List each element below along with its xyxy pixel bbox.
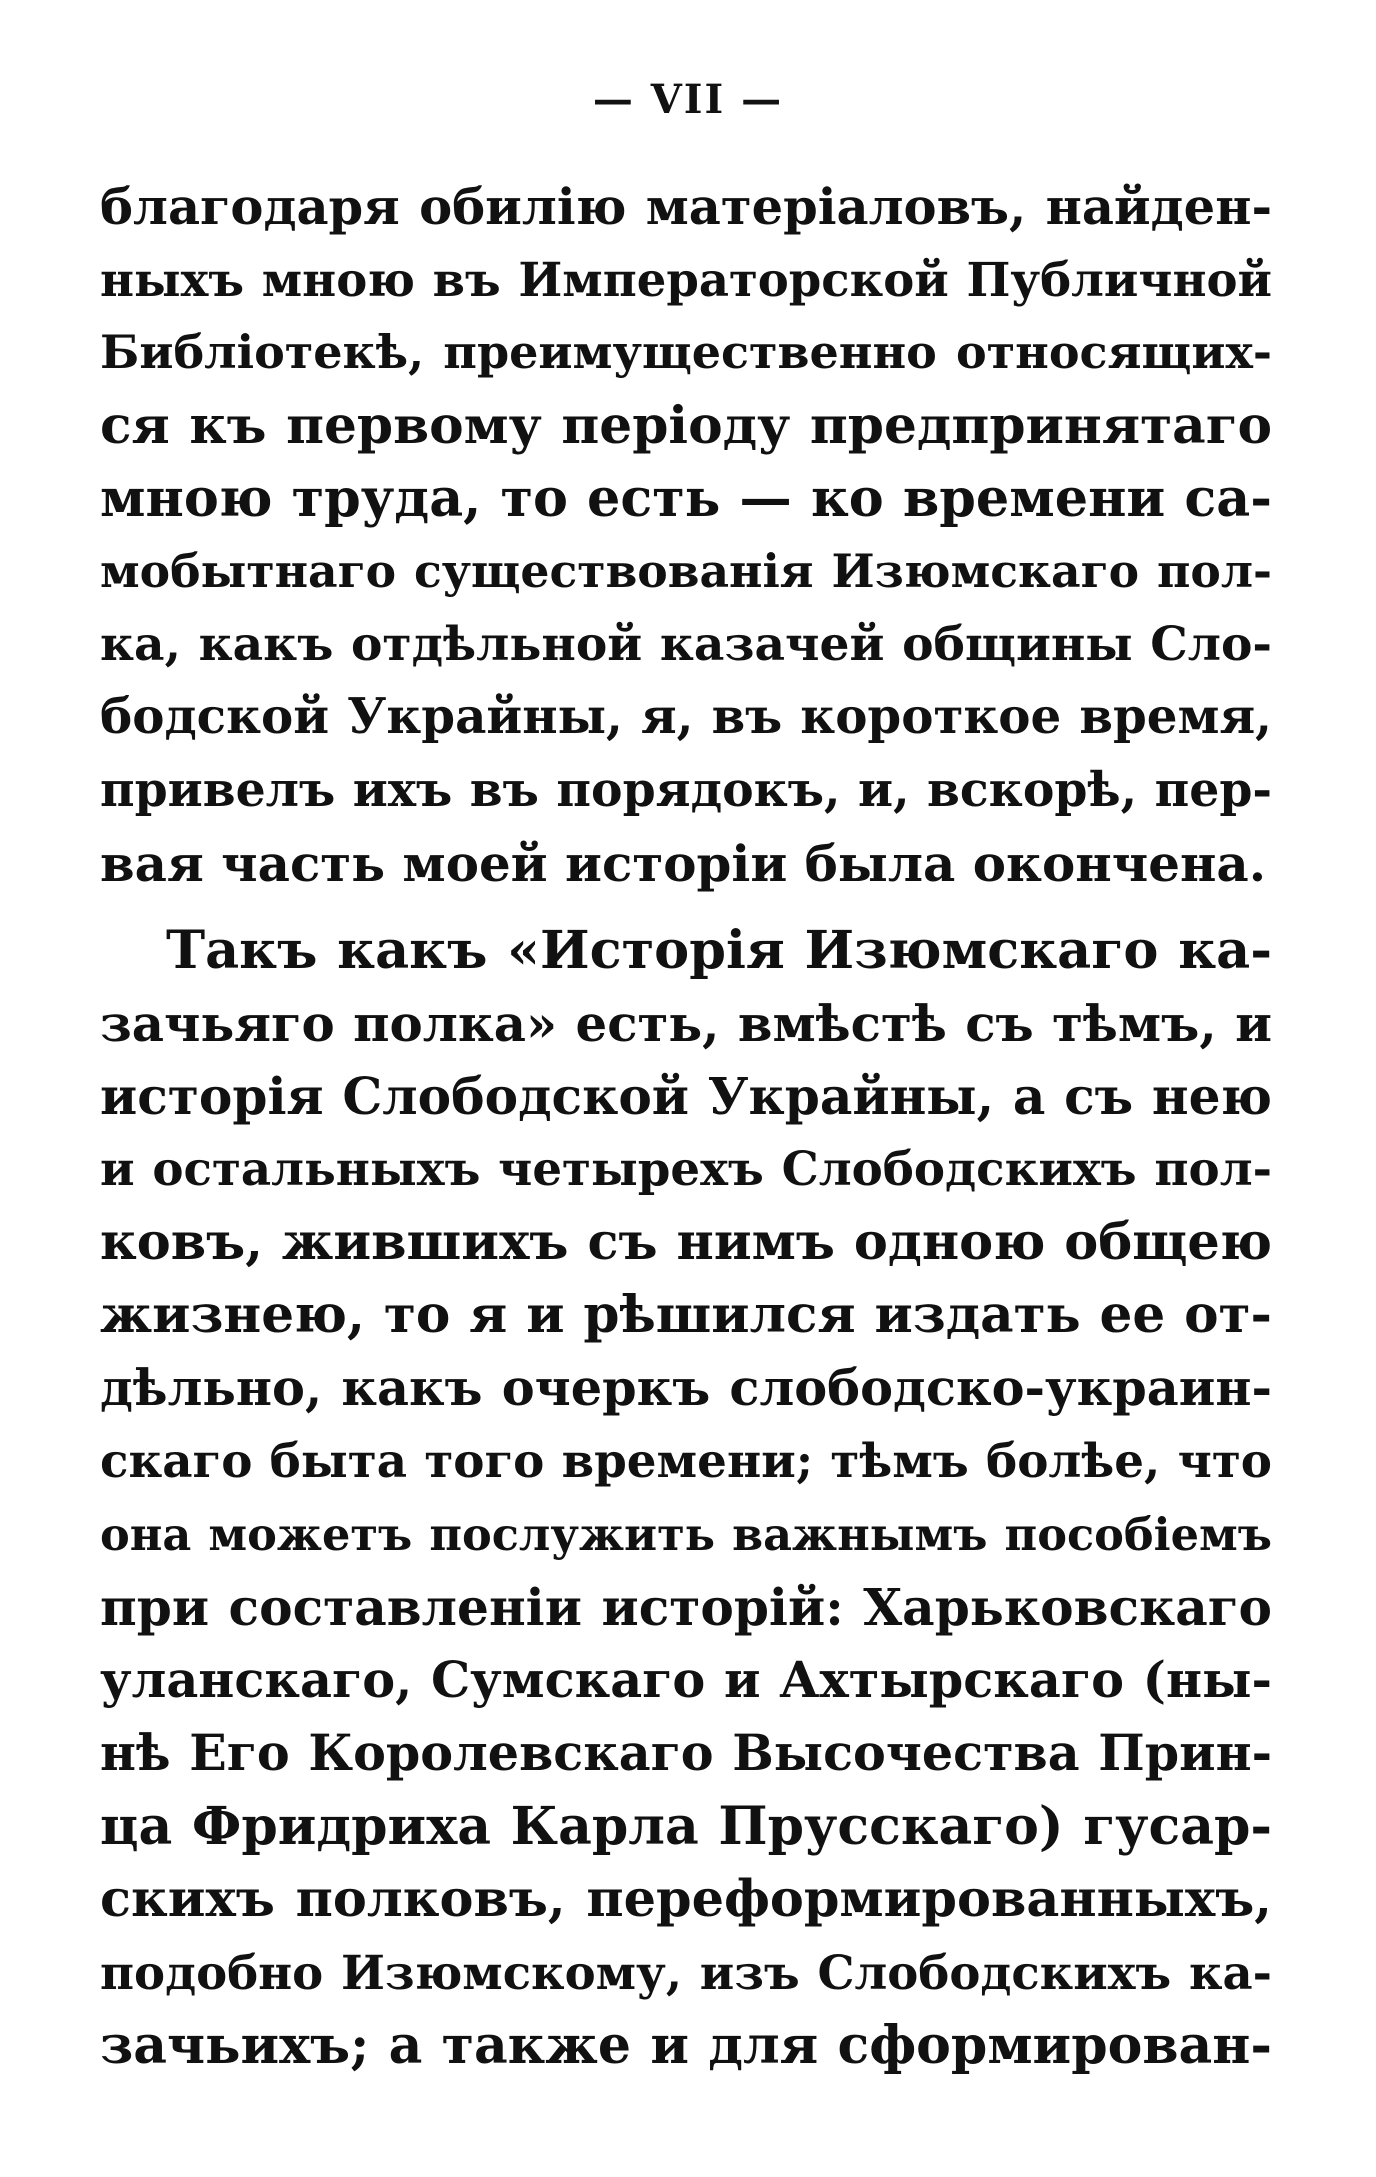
paragraph-gap	[100, 900, 1272, 914]
text-line: Библіотекѣ, преимущественно относящих-	[100, 325, 1272, 379]
text-line: вая часть моей исторіи была окончена.	[100, 834, 1267, 893]
text-line: Такъ какъ «Исторія Изюмскаго ка-	[166, 920, 1272, 981]
text-line: бодской Украйны, я, въ короткое время,	[100, 689, 1272, 745]
paragraph-2	[100, 914, 1272, 2082]
text-line: зачьихъ; а также и для сформирован-	[100, 2015, 1272, 2076]
text-line: нѣ Его Королевскаго Высочества Прин-	[100, 1724, 1272, 1782]
text-line: исторія Слободской Украйны, а съ нею	[100, 1067, 1272, 1126]
text-line: зачьяго полка» есть, вмѣстѣ съ тѣмъ, и	[100, 994, 1272, 1053]
text-line: скаго быта того времени; тѣмъ болѣе, что	[100, 1434, 1272, 1489]
text-line: ныхъ мною въ Императорской Публичной	[100, 252, 1272, 307]
text-line: ка, какъ отдѣльной казачей общины Сло-	[100, 617, 1272, 672]
page-number: — VII —	[592, 76, 784, 123]
text-line: скихъ полковъ, переформированныхъ,	[100, 1869, 1272, 1929]
text-line: ковъ, жившихъ съ нимъ одною общею	[100, 1212, 1272, 1272]
text-line: ся къ первому періоду предпринятаго	[100, 395, 1272, 456]
text-line: при составленіи исторій: Харьковскаго	[100, 1578, 1272, 1637]
text-line: дѣльно, какъ очеркъ слободско-украин-	[100, 1359, 1272, 1417]
text-line: подобно Изюмскому, изъ Слободскихъ ка-	[100, 1945, 1272, 2000]
page-body	[100, 170, 1272, 2082]
text-line: привелъ ихъ въ порядокъ, и, вскорѣ, пер-	[100, 763, 1272, 818]
paragraph-1	[100, 170, 1272, 900]
text-line: мобытнаго существованія Изюмскаго пол-	[100, 544, 1272, 598]
text-line: благодаря обилію матеріаловъ, найден-	[100, 177, 1272, 236]
text-line: уланскаго, Сумскаго и Ахтырскаго (ны-	[100, 1651, 1272, 1709]
text-line: и остальныхъ четырехъ Слободскихъ пол-	[100, 1142, 1272, 1197]
text-line: жизнею, то я и рѣшился издать ее от-	[100, 1285, 1272, 1345]
text-line: мною труда, то есть — ко времени са-	[100, 468, 1272, 529]
text-line: ца Фридриха Карла Прусскаго) гусар-	[100, 1796, 1272, 1857]
text-line: она можетъ послужить важнымъ пособіемъ	[100, 1508, 1272, 1561]
